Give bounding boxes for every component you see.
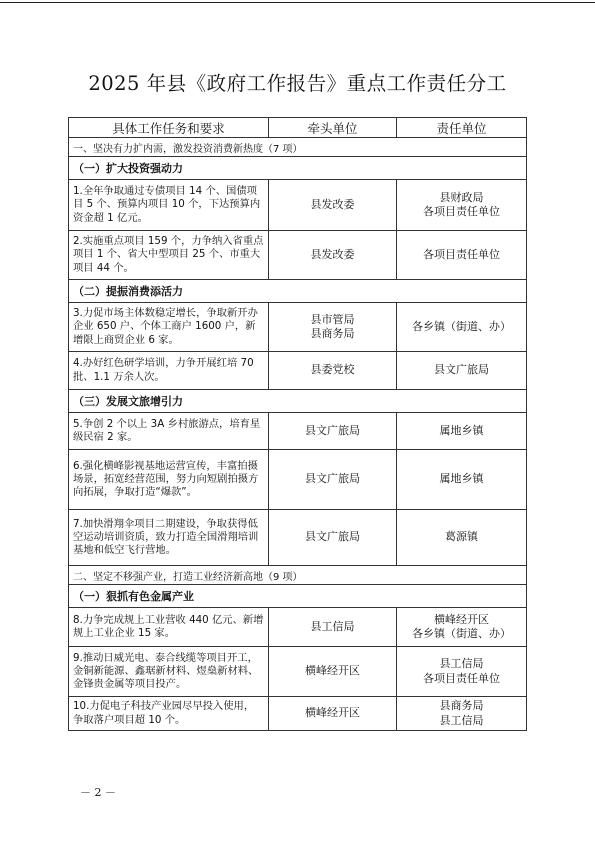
responsible-unit: 属地乡镇 <box>439 423 484 437</box>
lead-unit: 横峰经开区 <box>305 664 360 678</box>
subsection-row <box>69 585 527 608</box>
task-text: 1.全年争取通过专债项目 14 个、国债项目 5 个、预算内项目 10 个，下达预算内资金超 1 亿元。 <box>69 180 269 231</box>
responsible-unit-cell <box>397 608 527 647</box>
lead-unit-cell <box>269 303 397 352</box>
responsible-unit: 各乡镇（街道、办） <box>412 319 511 333</box>
task-text: 10.力促电子科技产业园尽早投入使用，争取落户项目超 10 个。 <box>69 697 269 731</box>
responsible-unit-cell <box>397 450 527 510</box>
task-row <box>69 413 527 450</box>
lead-unit: 县发改委 <box>310 197 355 211</box>
subsection-heading: （三）发展文旅增引力 <box>69 390 527 413</box>
responsible-unit-cell <box>397 231 527 280</box>
section-heading: 一、坚决有力扩内需，激发投资消费新热度（7 项） <box>69 138 527 157</box>
subsection-heading: （一）狠抓有色金属产业 <box>69 585 527 608</box>
top-rule <box>0 2 595 3</box>
responsible-unit: 属地乡镇 <box>439 472 484 486</box>
responsible-unit: 县文广旅局 <box>434 363 489 377</box>
lead-unit-cell <box>269 450 397 510</box>
task-text: 9.推动日威光电、泰合线缆等项目开工，金铜新能源、鑫琚新材料、煜燊新材料、金锋贵金属等项目投产。 <box>69 647 269 697</box>
lead-unit: 县市管局 <box>310 312 355 326</box>
responsible-unit: 县商务局 <box>439 699 484 712</box>
responsible-unit: 县工信局 <box>439 657 484 670</box>
responsible-unit-cell <box>397 413 527 450</box>
subsection-heading: （一）扩大投资强动力 <box>69 157 527 180</box>
lead-unit: 县委党校 <box>310 363 355 377</box>
lead-unit-cell <box>269 352 397 390</box>
task-text: 8.力争完成规上工业营收 440 亿元、新增规上工业企业 15 家。 <box>69 608 269 647</box>
lead-unit-cell <box>269 180 397 231</box>
lead-unit: 县商务局 <box>310 327 355 340</box>
task-text: 5.争创 2 个以上 3A 乡村旅游点，培育星级民宿 2 家。 <box>69 413 269 450</box>
task-row <box>69 303 527 352</box>
page-title: 2025 年县《政府工作报告》重点工作责任分工 <box>88 72 507 95</box>
responsible-unit: 县工信局 <box>439 713 484 727</box>
responsible-unit-cell <box>397 352 527 390</box>
lead-unit-cell <box>269 647 397 697</box>
task-text: 7.加快滑翔伞项目二期建设，争取获得低空运动培训资质，致力打造全国滑翔培训基地和低空飞行营地。 <box>69 510 269 566</box>
task-row <box>69 608 527 647</box>
responsible-unit-cell <box>397 647 527 697</box>
responsible-unit: 各项目责任单位 <box>423 671 500 685</box>
table-header-row <box>69 118 527 138</box>
responsible-unit-cell <box>397 697 527 731</box>
header-responsible-unit: 责任单位 <box>397 118 527 138</box>
lead-unit: 县文广旅局 <box>305 472 360 486</box>
responsible-unit: 葛源镇 <box>445 530 478 544</box>
responsible-unit: 县财政局 <box>439 190 484 204</box>
table-body <box>69 138 527 731</box>
lead-unit-cell <box>269 231 397 280</box>
header-task: 具体工作任务和要求 <box>69 118 269 138</box>
responsible-unit: 各乡镇（街道、办） <box>412 627 511 640</box>
responsible-unit-cell <box>397 180 527 231</box>
task-row <box>69 697 527 731</box>
task-text: 2.实施重点项目 159 个，力争纳入省重点项目 1 个、省大中型项目 25 个、市重大项目 44 个。 <box>69 231 269 280</box>
task-row <box>69 510 527 566</box>
lead-unit: 横峰经开区 <box>305 706 360 720</box>
lead-unit-cell <box>269 608 397 647</box>
responsible-unit: 各项目责任单位 <box>423 247 500 261</box>
lead-unit: 县文广旅局 <box>305 423 360 437</box>
subsection-row <box>69 390 527 413</box>
task-text: 4.办好红色研学培训，力争开展红培 70 批、1.1 万余人次。 <box>69 352 269 390</box>
header-lead-unit: 牵头单位 <box>269 118 397 138</box>
section-heading: 二、坚定不移强产业，打造工业经济新高地（9 项） <box>69 566 527 585</box>
task-row <box>69 450 527 510</box>
lead-unit: 县工信局 <box>310 619 355 633</box>
task-row <box>69 647 527 697</box>
subsection-heading: （二）提振消费添活力 <box>69 280 527 303</box>
subsection-row <box>69 157 527 180</box>
task-row <box>69 180 527 231</box>
lead-unit-cell <box>269 413 397 450</box>
task-row <box>69 352 527 390</box>
responsible-unit: 横峰经开区 <box>434 612 489 626</box>
task-text: 6.强化横峰影视基地运营宣传，丰富拍摄场景，拓宽经营范围，努力向短剧拍摄方向拓展，争取打造“爆款”。 <box>69 450 269 510</box>
subsection-row <box>69 280 527 303</box>
responsible-unit: 各项目责任单位 <box>423 205 500 218</box>
section-row <box>69 566 527 585</box>
responsible-unit-cell <box>397 510 527 566</box>
lead-unit: 县文广旅局 <box>305 530 360 544</box>
page-number: － 2 － <box>80 786 116 799</box>
lead-unit: 县发改委 <box>310 247 355 261</box>
lead-unit-cell <box>269 510 397 566</box>
task-row <box>69 231 527 280</box>
lead-unit-cell <box>269 697 397 731</box>
task-text: 3.力促市场主体数稳定增长，争取新开办企业 650 户、个体工商户 1600 户，新增限上商贸企业 6 家。 <box>69 303 269 352</box>
responsible-unit-cell <box>397 303 527 352</box>
responsibility-table <box>68 117 527 731</box>
section-row <box>69 138 527 157</box>
